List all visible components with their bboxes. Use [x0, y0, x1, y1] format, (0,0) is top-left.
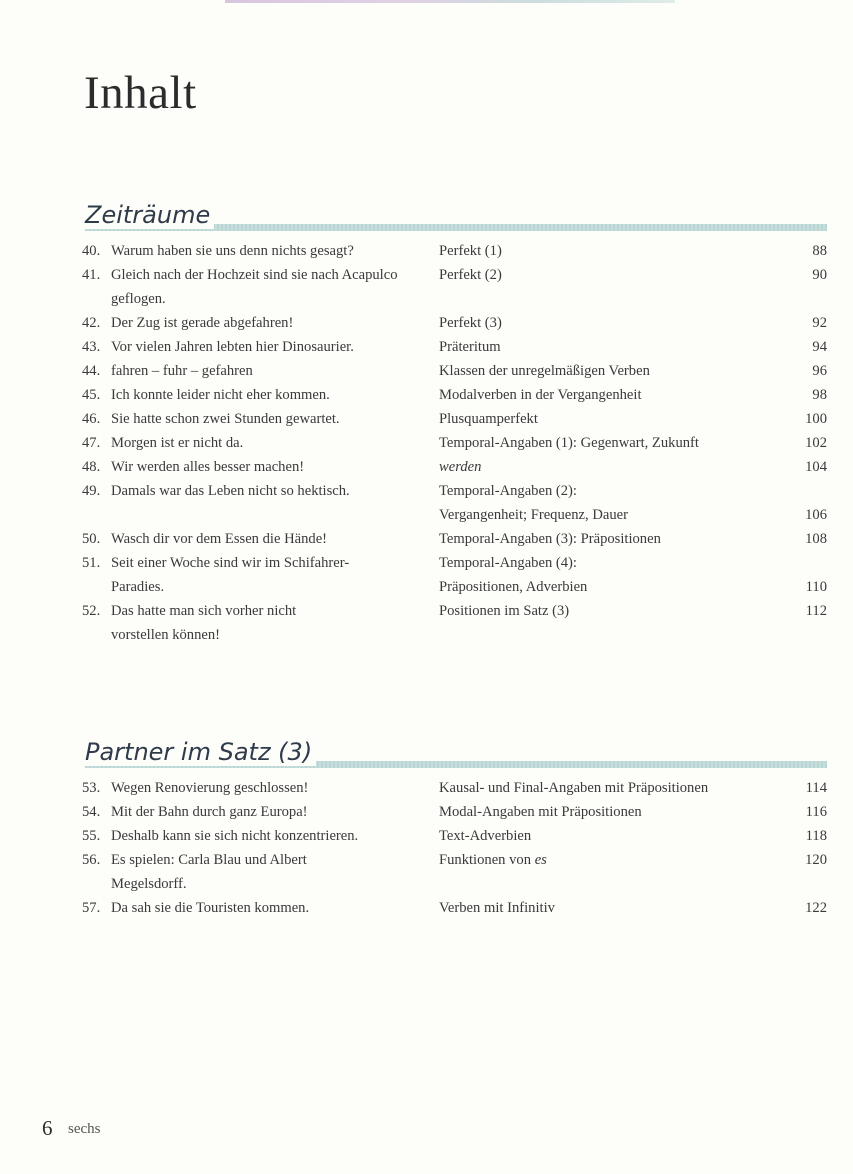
entry-page: 116	[805, 804, 827, 820]
toc-list	[0, 776, 853, 920]
entry-number: 45.	[82, 387, 101, 403]
entry-number: 41.	[82, 267, 101, 283]
entry-topic-emphasis: es	[534, 852, 547, 868]
entry-page: 120	[805, 852, 827, 868]
entry-title: Wegen Renovierung geschlossen!	[111, 780, 309, 796]
entry-page: 122	[805, 900, 827, 916]
entry-topic: Verben mit Infinitiv	[439, 900, 555, 916]
entry-topic: Perfekt (1)	[439, 243, 502, 259]
toc-entry[interactable]	[0, 383, 853, 407]
entry-page: 90	[812, 267, 827, 283]
entry-title: fahren – fuhr – gefahren	[111, 363, 253, 379]
entry-number: 44.	[82, 363, 101, 379]
toc-entry[interactable]	[0, 455, 853, 479]
entry-page: 94	[812, 339, 827, 355]
entry-number: 50.	[82, 531, 101, 547]
toc-entry[interactable]	[0, 263, 853, 311]
entry-title: Vor vielen Jahren lebten hier Dinosaurier.	[111, 339, 354, 355]
toc-entry[interactable]	[0, 848, 853, 896]
entry-title: Sie hatte schon zwei Stunden gewartet.	[111, 411, 340, 427]
entry-number: 42.	[82, 315, 101, 331]
toc-list	[0, 239, 853, 647]
entry-title-line2: Megelsdorff.	[111, 876, 187, 892]
section-header	[0, 193, 853, 233]
toc-entry[interactable]	[0, 776, 853, 800]
section-title: Zeiträume	[85, 201, 214, 229]
entry-page: 100	[805, 411, 827, 427]
entry-page: 92	[812, 315, 827, 331]
section-header	[0, 730, 853, 770]
entry-topic: Positionen im Satz (3)	[439, 603, 570, 619]
toc-entry[interactable]	[0, 479, 853, 527]
section-title: Partner im Satz (3)	[85, 738, 316, 766]
entry-topic: Perfekt (2)	[439, 267, 502, 283]
toc-entry[interactable]	[0, 239, 853, 263]
entry-title: Morgen ist er nicht da.	[111, 435, 244, 451]
entry-number: 49.	[82, 483, 101, 499]
entry-topic-prefix: Funktionen von	[439, 852, 532, 868]
entry-title: Der Zug ist gerade abgefahren!	[111, 315, 294, 331]
entry-page: 112	[805, 603, 827, 619]
entry-title-line1: Das hatte man sich vorher nicht	[111, 603, 297, 619]
entry-number: 43.	[82, 339, 101, 355]
entry-page: 110	[805, 579, 827, 595]
page-number-word: sechs	[68, 1121, 101, 1137]
entry-number: 40.	[82, 243, 101, 259]
toc-entry[interactable]	[0, 824, 853, 848]
toc-entry[interactable]	[0, 407, 853, 431]
page-title: Inhalt	[84, 67, 197, 119]
toc-entry[interactable]	[0, 311, 853, 335]
entry-topic: Modal-Angaben mit Präpositionen	[439, 804, 642, 820]
entry-number: 46.	[82, 411, 101, 427]
entry-number: 54.	[82, 804, 101, 820]
entry-topic-line1: Temporal-Angaben (4):	[439, 555, 577, 571]
entry-number: 56.	[82, 852, 101, 868]
entry-title: Gleich nach der Hochzeit sind sie nach Acapulco geflogen.	[111, 267, 398, 307]
entry-number: 55.	[82, 828, 101, 844]
entry-page: 98	[812, 387, 827, 403]
entry-page: 114	[805, 780, 827, 796]
entry-title: Damals war das Leben nicht so hektisch.	[111, 483, 350, 499]
entry-number: 52.	[82, 603, 101, 619]
toc-entry[interactable]	[0, 359, 853, 383]
entry-title-line2: Paradies.	[111, 579, 165, 595]
entry-topic-line2: Präpositionen, Adverbien	[439, 579, 588, 595]
entry-number: 47.	[82, 435, 101, 451]
entry-topic: Plusquamperfekt	[439, 411, 538, 427]
entry-page: 88	[812, 243, 827, 259]
entry-topic: werden	[439, 459, 482, 475]
entry-topic: Temporal-Angaben (1): Gegenwart, Zukunft	[439, 435, 699, 451]
entry-topic: Kausal- und Final-Angaben mit Präpositionen	[439, 780, 709, 796]
entry-topic-line2: Vergangenheit; Frequenz, Dauer	[439, 507, 628, 523]
entry-title: Wir werden alles besser machen!	[111, 459, 305, 475]
entry-topic: Temporal-Angaben (3): Präpositionen	[439, 531, 661, 547]
entry-number: 48.	[82, 459, 101, 475]
entry-title: Da sah sie die Touristen kommen.	[111, 900, 310, 916]
entry-number: 57.	[82, 900, 101, 916]
toc-entry[interactable]	[0, 431, 853, 455]
entry-number: 51.	[82, 555, 101, 571]
page-number: 6	[42, 1116, 53, 1140]
entry-title: Warum haben sie uns denn nichts gesagt?	[111, 243, 354, 259]
section-zeitraeume	[0, 193, 853, 647]
entry-page: 106	[805, 507, 827, 523]
toc-entry[interactable]	[0, 551, 853, 599]
entry-topic-line1: Temporal-Angaben (2):	[439, 483, 577, 499]
toc-entry[interactable]	[0, 896, 853, 920]
toc-entry[interactable]	[0, 527, 853, 551]
entry-title-line1: Seit einer Woche sind wir im Schifahrer-	[111, 555, 350, 571]
entry-title-line1: Es spielen: Carla Blau und Albert	[111, 852, 307, 868]
entry-page: 104	[805, 459, 827, 475]
toc-entry[interactable]	[0, 800, 853, 824]
entry-topic: Text-Adverbien	[439, 828, 532, 844]
entry-page: 108	[805, 531, 827, 547]
toc-entry[interactable]	[0, 599, 853, 647]
entry-page: 96	[812, 363, 827, 379]
entry-number: 53.	[82, 780, 101, 796]
entry-title: Ich konnte leider nicht eher kommen.	[111, 387, 330, 403]
entry-title: Wasch dir vor dem Essen die Hände!	[111, 531, 328, 547]
entry-page: 118	[805, 828, 827, 844]
entry-title-line2: vorstellen können!	[111, 627, 221, 643]
section-partner-im-satz	[0, 730, 853, 920]
entry-title: Mit der Bahn durch ganz Europa!	[111, 804, 308, 820]
entry-topic: Präteritum	[439, 339, 501, 355]
entry-page: 102	[805, 435, 827, 451]
toc-entry[interactable]	[0, 335, 853, 359]
entry-title: Deshalb kann sie sich nicht konzentrieren.	[111, 828, 359, 844]
entry-topic: Modalverben in der Vergangenheit	[439, 387, 642, 403]
top-decoration	[225, 0, 675, 3]
entry-topic	[439, 848, 799, 872]
entry-topic: Perfekt (3)	[439, 315, 502, 331]
entry-topic: Klassen der unregelmäßigen Verben	[439, 363, 650, 379]
